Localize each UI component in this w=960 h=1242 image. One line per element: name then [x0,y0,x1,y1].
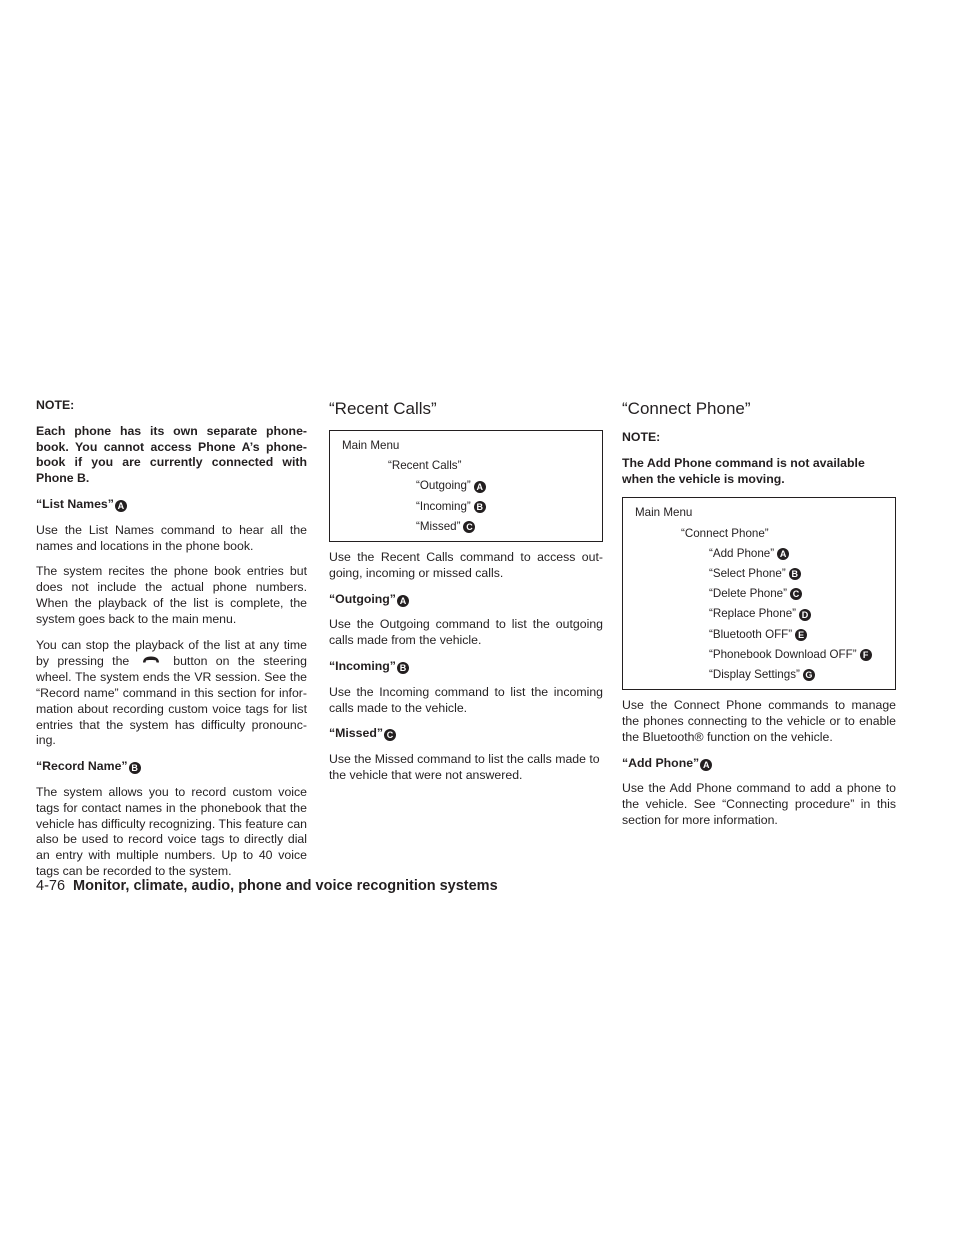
menu-item-label: “Outgoing” [416,479,471,493]
menu-root: Main Menu [635,506,693,520]
note-text: Each phone has its own separate phone-book. You cannot access Phone A’s phone-book if you are currently connected with Phone B. [36,423,307,486]
menu-item-label: “Incoming” [416,499,471,513]
outgoing-heading [329,592,603,608]
record-name-heading-text: “Record Name” [36,759,128,774]
outgoing-heading-text: “Outgoing” [329,591,396,606]
note-text: The Add Phone command is not available when the vehicle is moving. [622,455,865,486]
connect-phone-heading: “Connect Phone” [622,399,751,418]
connect-phone-menu-box [622,497,896,690]
add-phone-heading-text: “Add Phone” [622,755,700,770]
callout-badge-b: B [129,762,141,774]
outgoing-paragraph: Use the Outgoing command to list the outgoing calls made from the vehicle. [329,617,603,648]
record-name-paragraph: The system allows you to record custom voice tags for contact names in the phonebook that the vehicle has difficulty recognizing. This feature can also be used to record voice tags to directly dial an entry with multiple numbers. Up to 40 voice tags can be recorded to the system. [36,784,307,878]
menu-sub: “Recent Calls” [388,459,462,473]
incoming-heading-text: “Incoming” [329,659,396,673]
list-names-heading-text: “List Names” [36,496,114,511]
menu-sub: “Connect Phone” [681,526,769,540]
record-name-heading [36,759,307,775]
paragraph-3-after: button on the steering wheel. The system ends the VR session. See the “Record name” command in this section for infor-mation about recording custom voice tags for list entries that the system has difficulty pronounc-ing. [36,654,307,748]
callout-badge-d: D [799,609,811,621]
callout-badge-a: A [115,500,127,512]
callout-badge-b: B [397,662,409,674]
incoming-paragraph: Use the Incoming command to list the incoming calls made to the vehicle. [329,684,603,715]
missed-heading [329,726,603,742]
callout-badge-c: C [384,729,396,741]
menu-item-label: “Replace Phone” [709,607,797,621]
list-names-paragraph-2: The system recites the phone book entries but does not include the actual phone numbers. When the playback of the list is complete, the system goes back to the main menu. [36,564,307,626]
connect-phone-paragraph: Use the Connect Phone commands to manage the phones connecting to the vehicle or to enable the Bluetooth® function on the vehicle. [622,698,896,744]
menu-item [635,564,887,584]
callout-badge-e: E [795,629,807,641]
missed-paragraph: Use the Missed command to list the calls made to the vehicle that were not answered. [329,752,600,782]
menu-item-label: “Bluetooth OFF” [709,627,793,641]
incoming-heading [329,659,603,675]
menu-item [635,645,887,665]
menu-item-label: “Delete Phone” [709,587,787,601]
callout-badge-a: A [700,759,712,771]
callout-badge-b: B [789,568,801,580]
page-footer [36,877,498,895]
menu-item [342,517,594,537]
column-2 [329,398,603,794]
menu-item-label: “Select Phone” [709,567,786,580]
menu-item [342,497,594,517]
menu-item-label: “Display Settings” [709,668,800,682]
menu-item [635,544,887,564]
menu-item [635,584,887,604]
callout-badge-c: C [463,521,475,533]
menu-root: Main Menu [342,439,400,452]
callout-badge-c: C [790,588,802,600]
callout-badge-a: A [397,595,409,607]
phone-end-icon [132,653,170,666]
add-phone-paragraph: Use the Add Phone command to add a phone to the vehicle. See “Connecting procedure” in this section for more information. [622,781,896,827]
note-label: NOTE: [36,398,75,412]
menu-item-label: “Add Phone” [709,546,775,560]
recent-calls-menu-box [329,430,603,542]
menu-item [635,625,887,645]
menu-item-label: “Missed” [416,519,461,533]
recent-calls-paragraph: Use the Recent Calls command to access out-going, incoming or missed calls. [329,550,603,580]
chapter-title: Monitor, climate, audio, phone and voice recognition systems [73,878,498,894]
menu-item [342,476,594,496]
callout-badge-g: G [803,669,815,681]
recent-calls-heading: “Recent Calls” [329,399,437,418]
menu-item [635,665,887,685]
callout-badge-f: F [860,649,872,661]
list-names-paragraph-1: Use the List Names command to hear all the names and locations in the phone book. [36,522,307,553]
column-3 [622,398,896,839]
missed-heading-text: “Missed” [329,726,383,741]
list-names-paragraph-3 [36,638,307,750]
page-number: 4-76 [36,878,66,894]
column-1 [36,398,307,890]
paragraph-3-before: You can stop the playback of the list at any time by pressing the [36,637,307,669]
callout-badge-a: A [474,481,486,493]
menu-item [635,604,887,624]
menu-item-label: “Phonebook Download OFF” [709,647,857,661]
note-label: NOTE: [622,430,661,444]
add-phone-heading [622,756,896,772]
list-names-heading [36,497,307,513]
callout-badge-b: B [474,501,486,513]
callout-badge-a: A [777,548,789,560]
